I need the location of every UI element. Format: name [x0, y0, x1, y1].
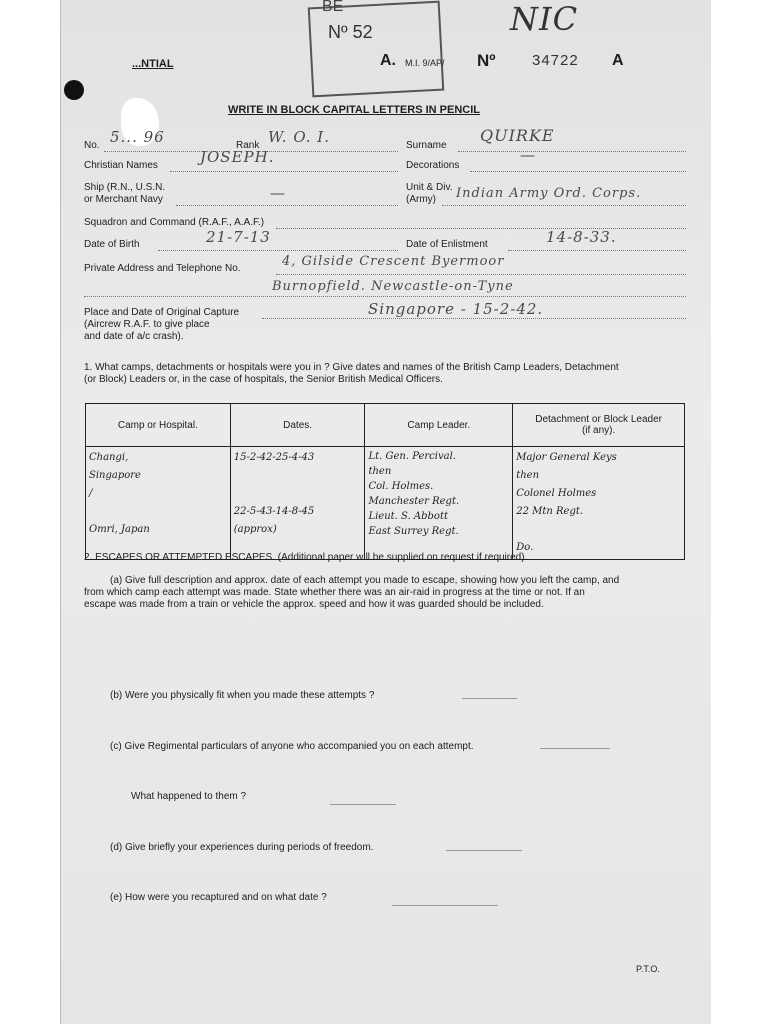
cell-detachment-leader: Major General Keys then Colonel Holmes 22 Mtn Regt. Do. [513, 447, 685, 560]
address-label: Private Address and Telephone No. [84, 263, 241, 274]
punch-hole [64, 80, 84, 100]
ship-value: — [270, 184, 286, 202]
capture-label-line1: Place and Date of Original Capture [84, 307, 240, 318]
answer-dash-e [392, 905, 498, 906]
christian-names-value: JOSEPH. [200, 148, 275, 166]
rank-dots [262, 151, 398, 152]
question2c: (c) Give Regimental particulars of anyone who accompanied you on each attempt. [110, 741, 474, 752]
form-no-label: Nº [477, 51, 496, 70]
christian-names-label: Christian Names [84, 160, 158, 171]
question1-line2: (or Block) Leaders or, in the case of hospitals, the Senior British Medical Officers. [84, 374, 443, 385]
table-row [86, 447, 685, 560]
dob-value: 21-7-13 [206, 228, 271, 246]
form-code-a: A. [380, 52, 396, 69]
surname-dots [458, 151, 686, 152]
question2a-line3: escape was made from a train or vehicle the approx. speed and how it was guarded should be included. [84, 599, 544, 610]
answer-dash-c-sub [330, 804, 396, 805]
header-dates: Dates. [230, 404, 365, 447]
answer-dash-b [462, 698, 517, 699]
decorations-value: — [520, 146, 536, 164]
question2a-line2: from which camp each attempt was made. State whether there was an air-raid in progress at the time or not. If an [84, 587, 585, 598]
stamp-number: Nº 52 [328, 22, 373, 42]
answer-dash-d [446, 850, 522, 851]
question2-title: 2. ESCAPES OR ATTEMPTED ESCAPES. (Additional paper will be supplied on request if required). [84, 552, 528, 563]
decorations-label: Decorations [406, 160, 460, 171]
capture-value: Singapore - 15-2-42. [368, 300, 544, 318]
stamp-top-text: BE [322, 0, 344, 15]
form-code-mi: M.I. 9/AP/ [405, 58, 445, 68]
address-dots-1 [276, 274, 686, 275]
form-number: 34722 [532, 52, 579, 69]
camp-table-header [86, 404, 685, 447]
cell-camp-leader: Lt. Gen. Percival. then Col. Holmes. Manchester Regt. Lieut. S. Abbott East Surrey Regt. [365, 447, 513, 560]
capture-label-line2: (Aircrew R.A.F. to give place [84, 319, 210, 330]
handwritten-initials: NIC [510, 0, 579, 38]
answer-dash-c [540, 748, 610, 749]
no-value: 5... 96 [110, 128, 165, 146]
ship-dots [176, 205, 398, 206]
header-detachment-leader: Detachment or Block Leader (if any). [513, 404, 685, 447]
capture-label-line3: and date of a/c crash). [84, 331, 184, 342]
dob-label: Date of Birth [84, 239, 140, 250]
unit-dots [442, 205, 686, 206]
dob-dots [158, 250, 398, 251]
address-dots-2 [84, 296, 686, 297]
instruction-title: WRITE IN BLOCK CAPITAL LETTERS IN PENCIL [228, 104, 480, 116]
surname-label: Surname [406, 140, 447, 151]
enlistment-dots [508, 250, 686, 251]
rank-label: Rank [236, 140, 260, 151]
christian-dots [170, 171, 398, 172]
question2a-line1: (a) Give full description and approx. date of each attempt you made to escape, showing how you left the camp, and [110, 575, 620, 586]
cell-dates: 15-2-42-25-4-43 22-5-43-14-8-45 (approx) [230, 447, 365, 560]
squadron-dots [276, 228, 686, 229]
no-label: No. [84, 140, 100, 151]
ship-label-line1: Ship (R.N., U.S.N. [84, 182, 166, 193]
rank-value: W. O. I. [268, 128, 330, 146]
squadron-label: Squadron and Command (R.A.F., A.A.F.) [84, 217, 265, 228]
unit-label-line2: (Army) [406, 194, 436, 205]
unit-label-line1: Unit & Div. [406, 182, 453, 193]
address-line2: Burnopfield. Newcastle-on-Tyne [272, 279, 514, 294]
address-line1: 4, Gilside Crescent Byermoor [282, 254, 505, 269]
enlistment-label: Date of Enlistment [406, 239, 488, 250]
decorations-dots [470, 171, 686, 172]
form-suffix: A [612, 52, 624, 69]
capture-dots [262, 318, 686, 319]
enlistment-value: 14-8-33. [546, 228, 617, 246]
unit-value: Indian Army Ord. Corps. [456, 186, 642, 201]
classification-label: ...NTIAL [132, 58, 174, 70]
question2b: (b) Were you physically fit when you made these attempts ? [110, 690, 375, 701]
question2c-sub: What happened to them ? [131, 791, 247, 802]
header-camp: Camp or Hospital. [86, 404, 231, 447]
question2d: (d) Give briefly your experiences during periods of freedom. [110, 842, 374, 853]
camp-table [85, 403, 685, 560]
header-camp-leader: Camp Leader. [365, 404, 513, 447]
surname-value: QUIRKE [480, 126, 555, 145]
cell-camp: Changi, Singapore / Omri, Japan [86, 447, 231, 560]
pto-label: P.T.O. [636, 964, 660, 974]
question2e: (e) How were you recaptured and on what date ? [110, 892, 327, 903]
ship-label-line2: or Merchant Navy [84, 194, 163, 205]
question1-line1: 1. What camps, detachments or hospitals were you in ? Give dates and names of the British Camp Leaders, Detachment [84, 362, 619, 373]
